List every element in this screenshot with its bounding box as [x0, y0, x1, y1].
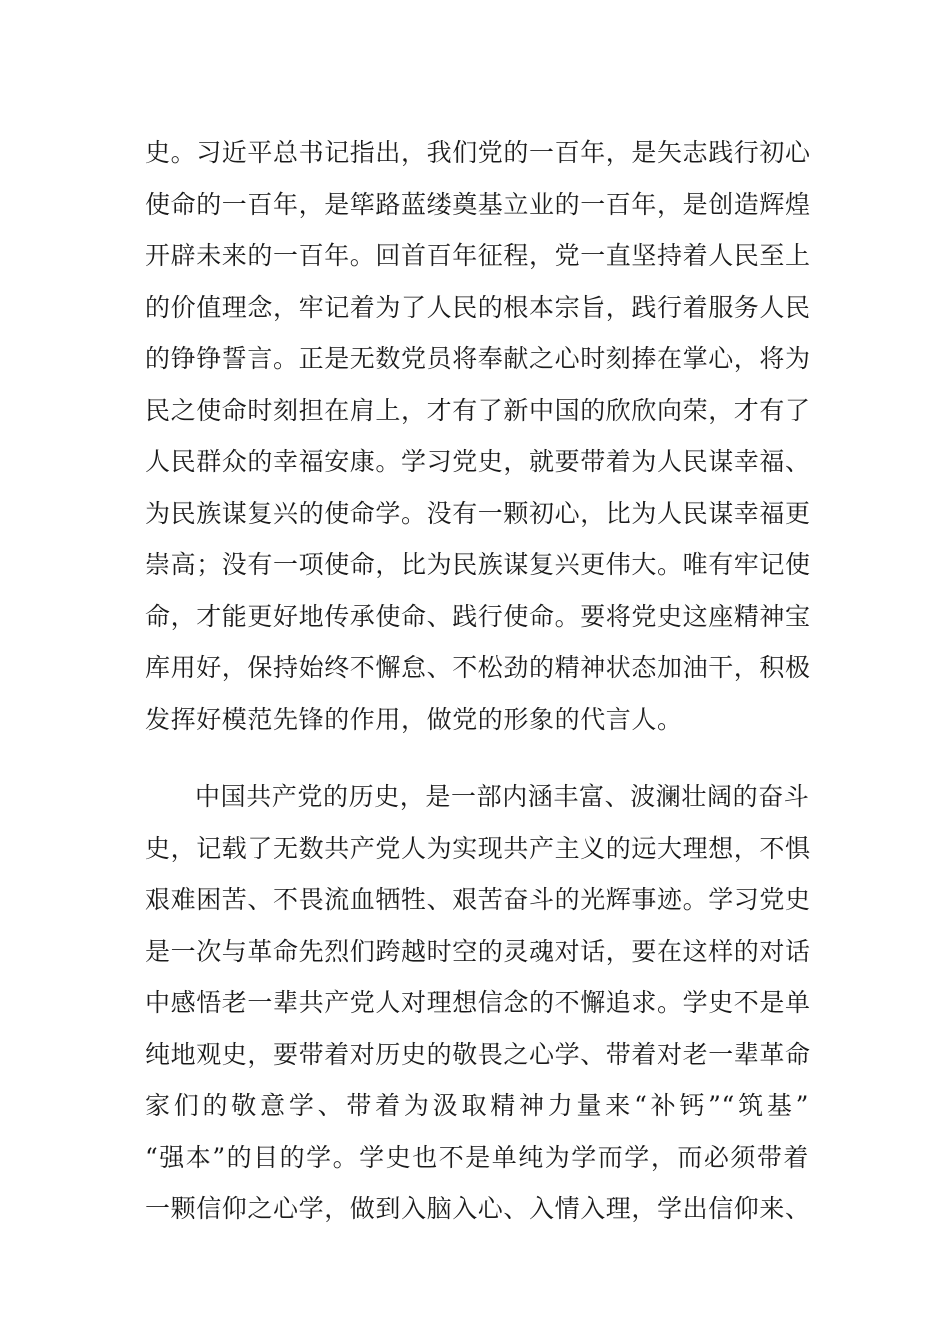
- paragraph-line: 发挥好模范先锋的作用，做党的形象的代言人。: [145, 704, 683, 734]
- paragraph-line: 的铮铮誓言。正是无数党员将奉献之心时刻捧在掌心，将为: [145, 344, 811, 373]
- paragraph-line: “强本”的目的学。学史也不是单纯为学而学，而必须带着: [145, 1142, 809, 1172]
- paragraph-line: 史。习近平总书记指出，我们党的一百年，是矢志践行初心: [145, 138, 811, 167]
- paragraph-line: 使命的一百年，是筚路蓝缕奠基立业的一百年，是创造辉煌: [145, 189, 811, 219]
- paragraph-line: 中感悟老一辈共产党人对理想信念的不懈追求。学史不是单: [145, 988, 811, 1017]
- paragraph-line: 一颗信仰之心学，做到入脑入心、入情入理，学出信仰来、: [145, 1194, 811, 1223]
- paragraph-line: 中国共产党的历史，是一部内涵丰富、波澜壮阔的奋斗: [195, 782, 810, 811]
- paragraph-line: 命，才能更好地传承使命、践行使命。要将党史这座精神宝: [145, 601, 811, 631]
- paragraph-line: 艰难困苦、不畏流血牺牲、艰苦奋斗的光辉事迹。学习党史: [145, 885, 811, 914]
- paragraph-line: 为民族谋复兴的使命学。没有一颗初心，比为人民谋幸福更: [145, 498, 811, 528]
- paragraph-line: 民之使命时刻担在肩上，才有了新中国的欣欣向荣，才有了: [145, 395, 811, 425]
- paragraph-line: 开辟未来的一百年。回首百年征程，党一直坚持着人民至上: [145, 241, 811, 270]
- paragraph-line: 崇高；没有一项使命，比为民族谋复兴更伟大。唯有牢记使: [145, 550, 811, 579]
- paragraph-line: 库用好，保持始终不懈怠、不松劲的精神状态加油干，积极: [145, 653, 811, 682]
- paragraph-1: [145, 127, 809, 745]
- paragraph-2: [145, 771, 809, 1235]
- paragraph-line: 人民群众的幸福安康。学习党史，就要带着为人民谋幸福、: [145, 447, 811, 476]
- paragraph-line: 纯地观史，要带着对历史的敬畏之心学、带着对老一辈革命: [145, 1039, 811, 1069]
- paragraph-line: 是一次与革命先烈们跨越时空的灵魂对话，要在这样的对话: [145, 936, 811, 966]
- paragraph-line: 家们的敬意学、带着为汲取精神力量来“补钙”“筑基”: [145, 1091, 809, 1120]
- paragraph-line: 的价值理念，牢记着为了人民的根本宗旨，践行着服务人民: [145, 292, 811, 322]
- paragraph-line: 史，记载了无数共产党人为实现共产主义的远大理想，不惧: [145, 833, 811, 863]
